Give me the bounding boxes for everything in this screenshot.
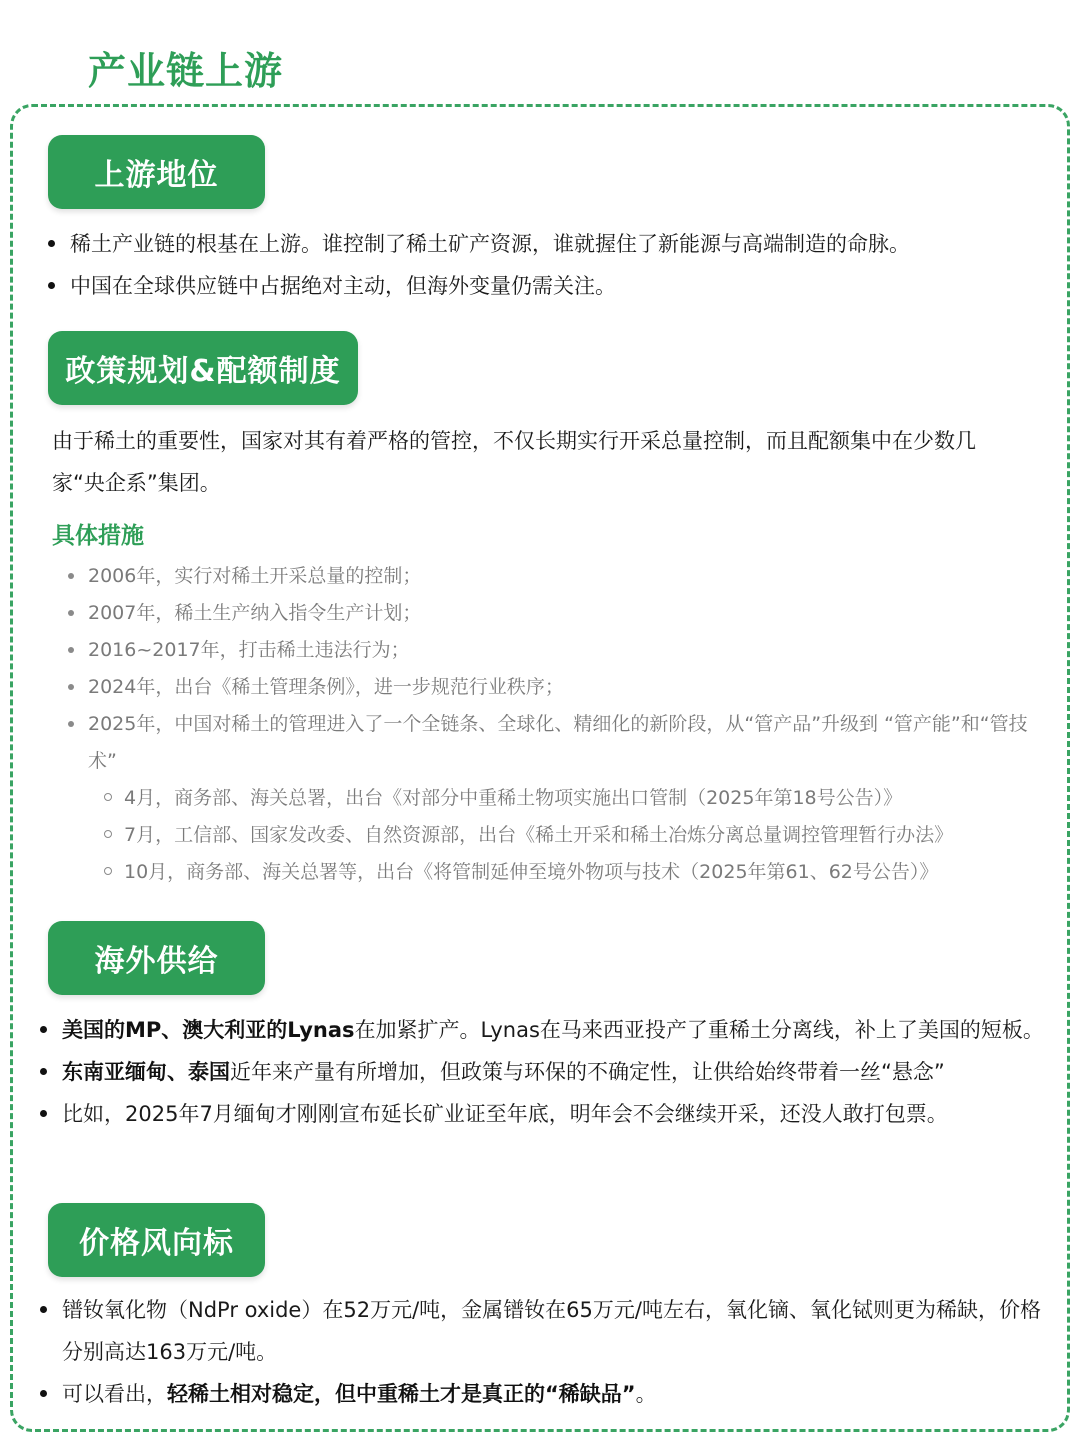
list-item: 2007年，稀土生产纳入指令生产计划； <box>88 595 1033 632</box>
list-item <box>62 1373 1052 1415</box>
list-item <box>62 1051 1052 1093</box>
price-bullet-list <box>62 1289 1052 1415</box>
policy-paragraph: 由于稀土的重要性，国家对其有着严格的管控，不仅长期实行开采总量控制，而且配额集中在少数几家“央企系”集团。 <box>52 429 976 495</box>
list-item: 2024年，出台《稀土管理条例》，进一步规范行业秩序； <box>88 669 1033 706</box>
price-text-pre: 可以看出， <box>62 1382 167 1406</box>
position-bullet-list <box>70 223 1040 307</box>
list-item: 2006年，实行对稀土开采总量的控制； <box>88 558 1033 595</box>
overseas-text-2: 近年来产量有所增加，但政策与环保的不确定性，让供给始终带着一丝“悬念” <box>230 1060 945 1084</box>
price-text-post: 。 <box>635 1382 657 1406</box>
list-item: 比如，2025年7月缅甸才刚刚宣布延长矿业证至年底，明年会不会继续开采，还没人敢打包票。 <box>62 1093 1052 1135</box>
list-item: 10月，商务部、海关总署等，出台《将管制延伸至境外物项与技术（2025年第61、62号公告）》 <box>124 854 1033 891</box>
list-item: 4月，商务部、海关总署，出台《对部分中重稀土物项实施出口管制（2025年第18号公告）》 <box>124 780 1033 817</box>
price-bold: 轻稀土相对稳定，但中重稀土才是真正的“稀缺品” <box>167 1382 636 1406</box>
overseas-bold-1: 美国的MP、澳大利亚的Lynas <box>62 1018 355 1042</box>
list-item: 稀土产业链的根基在上游。谁控制了稀土矿产资源，谁就握住了新能源与高端制造的命脉。 <box>70 223 1040 265</box>
section-heading-policy: 政策规划&配额制度 <box>48 331 358 405</box>
overseas-bullet-list <box>62 1009 1052 1135</box>
list-item: 2025年，中国对稀土的管理进入了一个全链条、全球化、精细化的新阶段，从“管产品”升级到 “管产能”和“管技术” <box>88 706 1033 780</box>
section-heading-overseas: 海外供给 <box>48 921 265 995</box>
list-item: 镨钕氧化物（NdPr oxide）在52万元/吨，金属镨钕在65万元/吨左右，氧化镝、氧化铽则更为稀缺，价格分别高达163万元/吨。 <box>62 1289 1052 1373</box>
measures-heading: 具体措施 <box>52 523 144 549</box>
section-heading-position: 上游地位 <box>48 135 265 209</box>
section-heading-price: 价格风向标 <box>48 1203 265 1277</box>
measures-list <box>88 558 1033 891</box>
page-title: 产业链上游 <box>88 49 284 93</box>
list-item <box>62 1009 1052 1051</box>
list-item: 2016~2017年，打击稀土违法行为； <box>88 632 1033 669</box>
overseas-bold-2: 东南亚缅甸、泰国 <box>62 1060 230 1084</box>
list-item: 7月，工信部、国家发改委、自然资源部，出台《稀土开采和稀土冶炼分离总量调控管理暂行办法》 <box>124 817 1033 854</box>
overseas-text-1: 在加紧扩产。Lynas在马来西亚投产了重稀土分离线，补上了美国的短板。 <box>354 1018 1044 1042</box>
list-item: 中国在全球供应链中占据绝对主动，但海外变量仍需关注。 <box>70 265 1040 307</box>
